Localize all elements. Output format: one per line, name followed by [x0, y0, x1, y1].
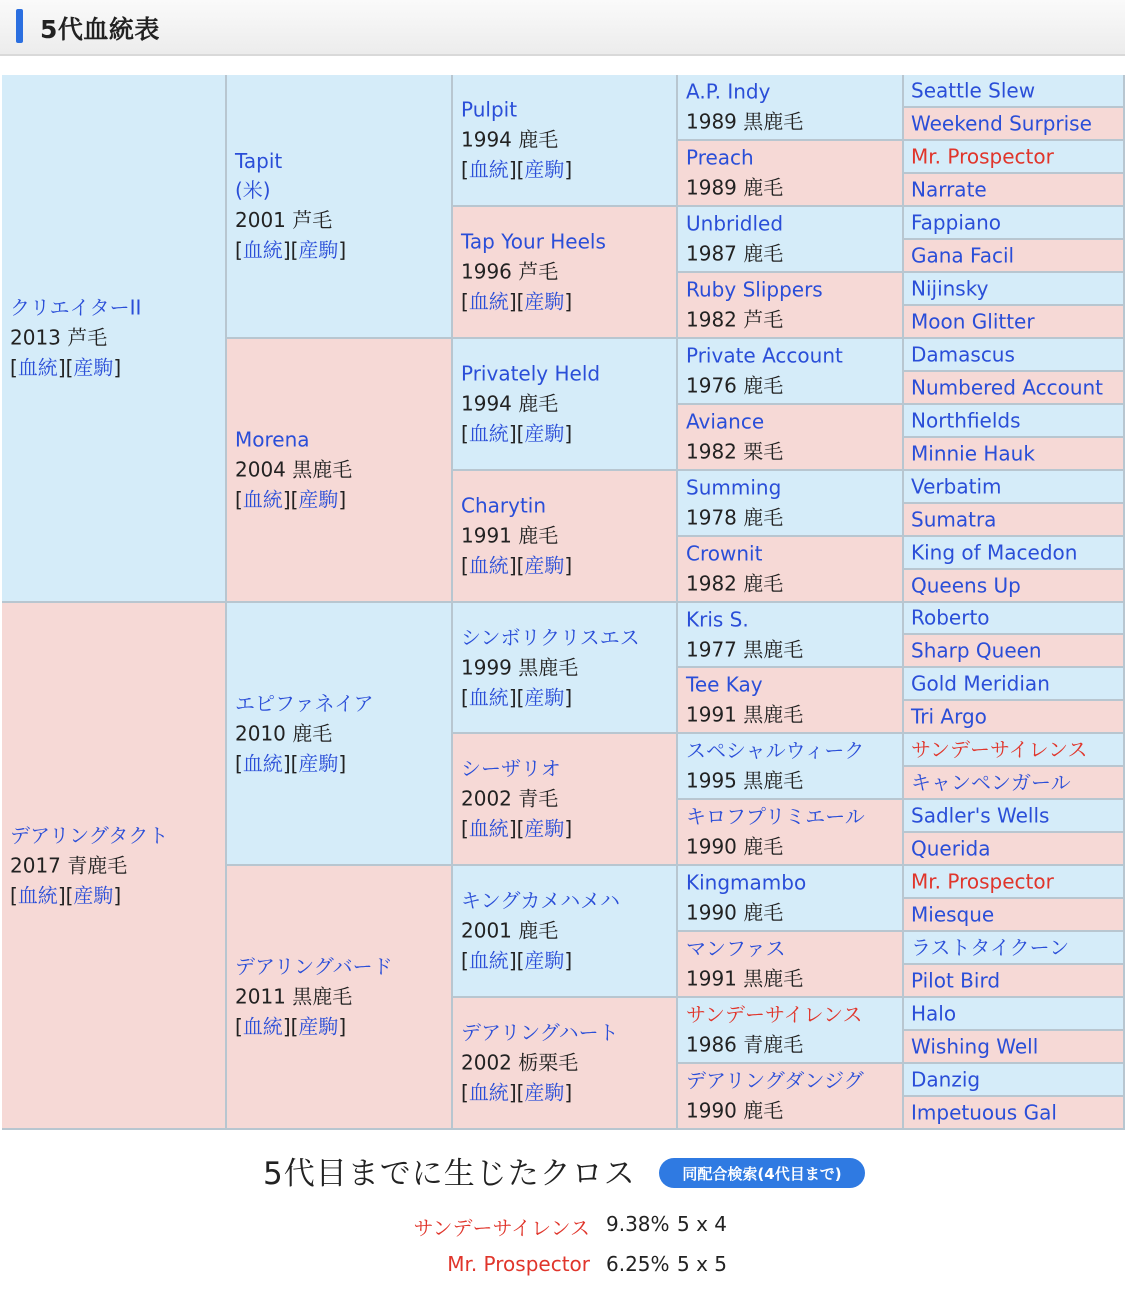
horse-year-color: 1982 栗毛	[686, 439, 784, 464]
progeny-link[interactable]: 産駒	[298, 238, 339, 262]
pedigree-table	[2, 75, 1125, 1130]
horse-name-link[interactable]: Mr. Prospector	[911, 144, 1054, 168]
horse-name-link[interactable]: Queens Up	[911, 573, 1021, 597]
horse-year-color: 1989 黒鹿毛	[686, 109, 804, 134]
horse-name-link[interactable]: Seattle Slew	[911, 78, 1036, 102]
pedigree-cell-gen5	[904, 405, 1125, 438]
horse-year-color: 1991 黒鹿毛	[686, 966, 804, 991]
horse-name-link[interactable]: Fappiano	[911, 210, 1002, 234]
horse-name-link[interactable]: Sadler's Wells	[911, 803, 1050, 827]
pedigree-cell-gen5	[904, 800, 1125, 833]
pedigree-cell-gen4	[678, 932, 904, 998]
horse-year-color: 2010 鹿毛	[235, 721, 333, 745]
pedigree-cell-gen2	[227, 603, 453, 866]
same-mating-search-button[interactable]: 同配合検索(4代目まで)	[659, 1158, 865, 1188]
horse-year-color: 1978 鹿毛	[686, 505, 784, 530]
pedigree-link[interactable]: 血統	[17, 355, 58, 380]
cross-percentage: 9.38%	[606, 1212, 670, 1236]
horse-name-link[interactable]: サンデーサイレンス	[911, 737, 1088, 761]
horse-name-link[interactable]: Privately Held	[461, 361, 601, 386]
horse-name-link[interactable]: Charytin	[461, 493, 547, 518]
horse-name-link[interactable]: Gold Meridian	[911, 671, 1050, 695]
horse-name-link[interactable]: デアリングハート	[461, 1020, 619, 1045]
horse-year-color: 1986 青鹿毛	[686, 1032, 804, 1057]
progeny-link[interactable]: 産駒	[298, 487, 339, 512]
pedigree-link[interactable]: 血統	[242, 751, 283, 775]
horse-name-link[interactable]: Minnie Hauk	[911, 441, 1035, 465]
horse-links: [血統][産駒]	[10, 883, 122, 907]
horse-year-color: 1982 芦毛	[686, 307, 784, 332]
horse-name-link[interactable]: Roberto	[911, 605, 990, 630]
pedigree-cell-gen3	[453, 471, 678, 603]
pedigree-cell-gen3	[453, 75, 678, 207]
pedigree-cell-gen5	[904, 471, 1125, 504]
horse-name-link[interactable]: Miesque	[911, 902, 995, 926]
section-header	[0, 0, 1125, 56]
horse-name-link[interactable]: クリエイターII	[10, 295, 142, 320]
pedigree-cell-gen5	[904, 372, 1125, 405]
pedigree-link[interactable]: 血統	[242, 1014, 283, 1039]
pedigree-link[interactable]: 血統	[468, 157, 509, 182]
horse-links: [血統][産駒]	[235, 751, 347, 775]
cross-row	[0, 1212, 1125, 1242]
horse-links: [血統][産駒]	[461, 421, 573, 446]
pedigree-cell-gen5	[904, 701, 1125, 734]
pedigree-cell-gen5	[904, 668, 1125, 701]
progeny-link[interactable]: 産駒	[524, 289, 565, 314]
pedigree-link[interactable]: 血統	[242, 487, 283, 512]
pedigree-cell-gen5	[904, 965, 1125, 998]
pedigree-cell-gen4	[678, 668, 904, 734]
horse-name-link[interactable]: Tee Kay	[686, 672, 763, 697]
pedigree-cell-gen5	[904, 75, 1125, 108]
pedigree-link[interactable]: 血統	[468, 685, 509, 709]
pedigree-cell-gen5	[904, 273, 1125, 306]
horse-name-link[interactable]: Damascus	[911, 342, 1015, 366]
pedigree-cell-gen1	[2, 75, 227, 603]
horse-links: [血統][産駒]	[10, 355, 122, 380]
pedigree-cell-gen5	[904, 570, 1125, 603]
horse-year-color: 1977 黒鹿毛	[686, 637, 804, 661]
horse-name-link[interactable]: Pilot Bird	[911, 968, 1001, 992]
horse-year-color: 2017 青鹿毛	[10, 853, 128, 877]
horse-links: [血統][産駒]	[461, 1080, 573, 1105]
pedigree-link[interactable]: 血統	[468, 421, 509, 446]
pedigree-cell-gen3	[453, 207, 678, 339]
horse-name-link[interactable]: Wishing Well	[911, 1034, 1039, 1058]
horse-name-link[interactable]: Moon Glitter	[911, 309, 1035, 333]
pedigree-cell-gen4	[678, 734, 904, 800]
pedigree-cell-gen1	[2, 603, 227, 1130]
cross-horse-name[interactable]: Mr. Prospector	[447, 1252, 590, 1276]
pedigree-cell-gen3	[453, 998, 678, 1130]
horse-name-link[interactable]: Tapit	[235, 149, 283, 173]
pedigree-cell-gen5	[904, 734, 1125, 767]
progeny-link[interactable]: 産駒	[524, 157, 565, 182]
horse-name-link[interactable]: A.P. Indy	[686, 79, 771, 104]
progeny-link[interactable]: 産駒	[298, 751, 339, 775]
pedigree-cell-gen5	[904, 438, 1125, 471]
horse-name-link[interactable]: Numbered Account	[911, 375, 1104, 399]
pedigree-cell-gen5	[904, 306, 1125, 339]
horse-year-color: 1999 黒鹿毛	[461, 655, 579, 679]
horse-name-link[interactable]: サンデーサイレンス	[686, 1002, 863, 1027]
progeny-link[interactable]: 産駒	[73, 883, 114, 907]
pedigree-cell-gen5	[904, 141, 1125, 174]
horse-year-color: 1976 鹿毛	[686, 373, 784, 398]
horse-name-link[interactable]: キロフプリミエール	[686, 804, 865, 829]
progeny-link[interactable]: 産駒	[298, 1014, 339, 1039]
pedigree-cell-gen5	[904, 108, 1125, 141]
pedigree-link[interactable]: 血統	[242, 238, 283, 262]
pedigree-cell-gen5	[904, 998, 1125, 1031]
horse-year-color: 2001 鹿毛	[461, 918, 559, 943]
pedigree-link[interactable]: 血統	[468, 1080, 509, 1105]
horse-year-color: 1991 鹿毛	[461, 523, 559, 548]
progeny-link[interactable]: 産駒	[524, 553, 565, 578]
pedigree-cell-gen5	[904, 537, 1125, 570]
horse-year-color: 1989 鹿毛	[686, 175, 784, 200]
horse-year-color: 1990 鹿毛	[686, 900, 784, 925]
horse-year-color: 2013 芦毛	[10, 325, 108, 350]
horse-name-link[interactable]: デアリングダンジグ	[686, 1068, 864, 1093]
horse-name-link[interactable]: Northfields	[911, 408, 1021, 432]
horse-name-link[interactable]: Nijinsky	[911, 276, 989, 300]
horse-year-color: 2011 黒鹿毛	[235, 984, 353, 1009]
pedigree-cell-gen3	[453, 339, 678, 471]
pedigree-cell-gen5	[904, 1097, 1125, 1130]
horse-name-link[interactable]: Preach	[686, 145, 754, 170]
pedigree-cell-gen5	[904, 833, 1125, 866]
horse-name-link[interactable]: King of Macedon	[911, 540, 1078, 564]
pedigree-link[interactable]: 血統	[468, 553, 509, 578]
cross-row	[0, 1252, 1125, 1282]
horse-year-color: 1995 黒鹿毛	[686, 768, 804, 793]
pedigree-cell-gen4	[678, 207, 904, 273]
horse-name-link[interactable]: Narrate	[911, 177, 987, 201]
pedigree-link[interactable]: 血統	[468, 816, 509, 841]
horse-name-link[interactable]: キングカメハメハ	[461, 888, 620, 913]
horse-year-color: 1982 鹿毛	[686, 571, 784, 596]
cross-title: 5代目までに生じたクロス	[263, 1156, 636, 1192]
pedigree-cell-gen4	[678, 141, 904, 207]
horse-name-link[interactable]: Weekend Surprise	[911, 111, 1092, 135]
cross-percentage: 6.25%	[606, 1252, 670, 1276]
horse-name-link[interactable]: Sharp Queen	[911, 638, 1042, 662]
progeny-link[interactable]: 産駒	[524, 948, 565, 973]
horse-name-link[interactable]: Sumatra	[911, 507, 997, 531]
horse-name-link[interactable]: Danzig	[911, 1067, 981, 1091]
pedigree-cell-gen5	[904, 767, 1125, 800]
horse-name-link[interactable]: デアリングタクト	[10, 823, 169, 847]
horse-links: [血統][産駒]	[461, 816, 573, 841]
horse-name-link[interactable]: ラストタイクーン	[911, 935, 1070, 959]
horse-name-link[interactable]: Private Account	[686, 343, 843, 368]
horse-year-color: 2001 芦毛	[235, 208, 333, 232]
horse-name-link[interactable]: キャンペンガール	[911, 770, 1071, 794]
pedigree-cell-gen5	[904, 899, 1125, 932]
pedigree-cell-gen2	[227, 866, 453, 1130]
pedigree-cell-gen5	[904, 866, 1125, 899]
horse-name-link[interactable]: Verbatim	[911, 474, 1002, 498]
horse-year-color: 1994 鹿毛	[461, 127, 559, 152]
pedigree-cell-gen4	[678, 866, 904, 932]
pedigree-cell-gen4	[678, 273, 904, 339]
pedigree-cell-gen4	[678, 537, 904, 603]
horse-name-link[interactable]: Tap Your Heels	[461, 229, 606, 254]
pedigree-cell-gen4	[678, 800, 904, 866]
pedigree-link[interactable]: 血統	[468, 289, 509, 314]
cross-generations: 5 x 5	[677, 1252, 727, 1276]
horse-name-link[interactable]: Crownit	[686, 541, 763, 566]
pedigree-cell-gen3	[453, 603, 678, 734]
horse-name-link[interactable]: Summing	[686, 475, 782, 500]
horse-links: [血統][産駒]	[461, 553, 573, 578]
pedigree-cell-gen3	[453, 866, 678, 998]
horse-links: [血統][産駒]	[235, 1014, 347, 1039]
horse-year-color: 2004 黒鹿毛	[235, 457, 353, 482]
horse-name-link[interactable]: スペシャルウィーク	[686, 738, 865, 763]
section-title: 5代血統表	[40, 15, 160, 44]
horse-name-link[interactable]: Aviance	[686, 409, 765, 434]
horse-name-link[interactable]: Mr. Prospector	[911, 869, 1054, 893]
pedigree-cell-gen2	[227, 339, 453, 603]
pedigree-cell-gen4	[678, 1064, 904, 1130]
progeny-link[interactable]: 産駒	[524, 685, 565, 709]
pedigree-link[interactable]: 血統	[17, 883, 58, 907]
horse-name-link[interactable]: シンボリクリスエス	[461, 625, 640, 649]
horse-year-color: 1990 鹿毛	[686, 1098, 784, 1123]
horse-name-link[interactable]: Pulpit	[461, 97, 518, 122]
pedigree-cell-gen5	[904, 1064, 1125, 1097]
pedigree-cell-gen5	[904, 1031, 1125, 1064]
horse-year-color: 1990 鹿毛	[686, 834, 784, 859]
horse-name-link[interactable]: Impetuous Gal	[911, 1100, 1057, 1124]
horse-year-color: 2002 栃栗毛	[461, 1050, 579, 1075]
pedigree-cell-gen3	[453, 734, 678, 866]
pedigree-cell-gen4	[678, 405, 904, 471]
pedigree-cell-gen5	[904, 932, 1125, 965]
horse-name-link[interactable]: Morena	[235, 427, 310, 452]
horse-links: [血統][産駒]	[461, 685, 573, 709]
pedigree-cell-gen4	[678, 603, 904, 668]
horse-name-link[interactable]: Halo	[911, 1001, 957, 1025]
progeny-link[interactable]: 産駒	[524, 816, 565, 841]
progeny-link[interactable]: 産駒	[73, 355, 114, 380]
horse-name-link[interactable]: Querida	[911, 836, 991, 860]
horse-name-link[interactable]: Tri Argo	[911, 704, 987, 728]
pedigree-cell-gen2	[227, 75, 453, 339]
progeny-link[interactable]: 産駒	[524, 1080, 565, 1105]
horse-links: [血統][産駒]	[461, 289, 573, 314]
pedigree-cell-gen5	[904, 174, 1125, 207]
horse-name-link[interactable]: Ruby Slippers	[686, 277, 823, 302]
horse-name-link[interactable]: シーザリオ	[461, 756, 561, 781]
horse-links: [血統][産駒]	[235, 487, 347, 512]
horse-year-color: 1996 芦毛	[461, 259, 559, 284]
pedigree-cell-gen5	[904, 339, 1125, 372]
horse-name-link[interactable]: マンファス	[686, 936, 786, 961]
pedigree-cell-gen5	[904, 207, 1125, 240]
progeny-link[interactable]: 産駒	[524, 421, 565, 446]
horse-name-link[interactable]: デアリングバード	[235, 954, 393, 979]
pedigree-cell-gen4	[678, 998, 904, 1064]
horse-name-link[interactable]: Unbridled	[686, 211, 784, 236]
horse-links: [血統][産駒]	[461, 157, 573, 182]
pedigree-link[interactable]: 血統	[468, 948, 509, 973]
pedigree-cell-gen5	[904, 504, 1125, 537]
pedigree-cell-gen4	[678, 339, 904, 405]
horse-links: [血統][産駒]	[461, 948, 573, 973]
header-accent-bar	[16, 9, 23, 43]
horse-name-link[interactable]: Kris S.	[686, 607, 749, 631]
pedigree-cell-gen5	[904, 635, 1125, 668]
horse-year-color: 1991 黒鹿毛	[686, 702, 804, 727]
horse-year-color: 2002 青毛	[461, 786, 559, 811]
horse-year-color: 1987 鹿毛	[686, 241, 784, 266]
cross-generations: 5 x 4	[677, 1212, 727, 1236]
horse-year-color: 1994 鹿毛	[461, 391, 559, 416]
pedigree-cell-gen5	[904, 240, 1125, 273]
horse-name-link[interactable]: Kingmambo	[686, 870, 807, 895]
pedigree-cell-gen5	[904, 603, 1125, 635]
horse-origin-link[interactable]: (米)	[235, 178, 271, 202]
pedigree-cell-gen4	[678, 471, 904, 537]
horse-name-link[interactable]: エピファネイア	[235, 691, 374, 715]
pedigree-cell-gen4	[678, 75, 904, 141]
cross-horse-name[interactable]: サンデーサイレンス	[413, 1216, 590, 1240]
horse-links: [血統][産駒]	[235, 238, 347, 262]
horse-name-link[interactable]: Gana Facil	[911, 243, 1015, 267]
